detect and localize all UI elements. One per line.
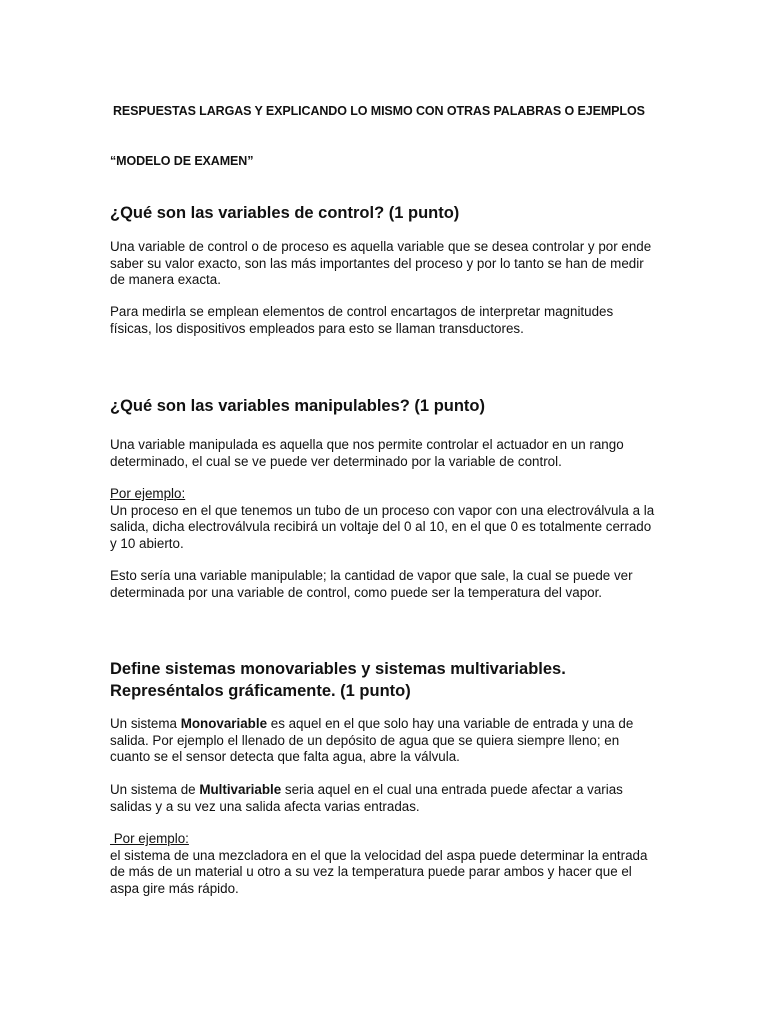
multivariable-text: seria aquel en el cual una entrada puede afectar a varias salidas y a su vez una salida afecta varias entradas. — [110, 782, 623, 814]
question-1-heading: ¿Qué son las variables de control? (1 punto) — [110, 204, 460, 222]
question-2-example-text: Un proceso en el que tenemos un tubo de un proceso con vapor con una electroválvula a la salida, dicha electroválvula recibirá un voltaje del 0 al 10, en el que 0 es totalmente cerrado y 10 abierto. — [110, 502, 655, 551]
monovariable-text: es aquel en el que solo hay una variable de entrada y una de salida. Por ejemplo el llenado de un depósito de agua que se quiera siempre lleno; en cuanto se el sensor detecta que falta agua, abre la válvula. — [110, 716, 634, 764]
question-3-monovariable-paragraph — [110, 716, 658, 766]
question-3-heading: Define sistemas monovariables y sistemas multivariables. Represéntalos gráficamente. (1 punto) — [110, 660, 566, 700]
monovariable-prefix: Un sistema — [110, 716, 181, 731]
question-1-paragraph-1: Una variable de control o de proceso es aquella variable que se desea controlar y por ende saber su valor exacto, son las más importantes del proceso y por lo tanto se han de medir de manera exacta. — [110, 239, 652, 287]
multivariable-prefix: Un sistema de — [110, 782, 200, 797]
question-2-heading: ¿Qué son las variables manipulables? (1 punto) — [110, 397, 485, 415]
question-3-example-label: Por ejemplo: — [110, 831, 189, 846]
multivariable-term: Multivariable — [199, 782, 282, 797]
question-2-paragraph-3: Esto sería una variable manipulable; la cantidad de vapor que sale, la cual se puede ver determinada por una variable de control, como puede ser la temperatura del vapor. — [110, 568, 633, 600]
question-2-example-label: Por ejemplo: — [110, 486, 186, 501]
question-3-multivariable-paragraph — [110, 782, 658, 815]
question-2-paragraph-1: Una variable manipulada es aquella que nos permite controlar el actuador en un rango determinado, el cual se ve puede ver determinado por la variable de control. — [110, 437, 624, 469]
question-2-example — [110, 486, 658, 552]
monovariable-term: Monovariable — [180, 716, 268, 731]
exam-label: “MODELO DE EXAMEN” — [110, 154, 254, 168]
document-top-header: RESPUESTAS LARGAS Y EXPLICANDO LO MISMO CON OTRAS PALABRAS O EJEMPLOS — [113, 104, 645, 118]
question-1-paragraph-2: Para medirla se emplean elementos de control encartagos de interpretar magnitudes físicas, los dispositivos empleados para esto se llaman transductores. — [110, 304, 614, 336]
question-3-example-text: el sistema de una mezcladora en el que la velocidad del aspa puede determinar la entrada de más de un material u otro a su vez la temperatura puede parar ambos y hacer que el aspa gire más rápido. — [110, 847, 648, 896]
question-3-example — [110, 831, 658, 897]
